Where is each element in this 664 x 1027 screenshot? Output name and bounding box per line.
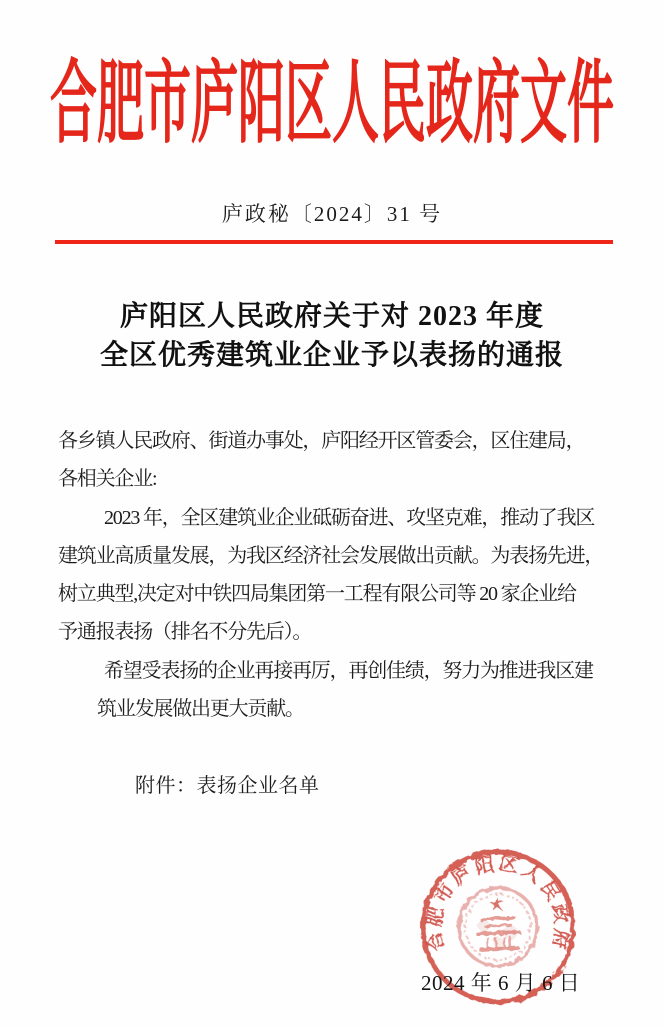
body-line: 希望受表扬的企业再接再厉，再创佳绩，努力为推进我区建	[104, 659, 593, 682]
salutation-line: 各乡镇人民政府、街道办事处，庐阳经开区管委会，区住建局，	[58, 430, 585, 452]
star-icon	[489, 896, 504, 910]
document-title-line2: 全区优秀建筑业企业予以表扬的通报	[99, 340, 564, 371]
seal-circular-text: 合肥市庐阳区人民政府	[424, 853, 572, 954]
document-title-line1: 庐阳区人民政府关于对 2023 年度	[119, 301, 544, 332]
doc-number: 庐政秘〔2024〕31 号	[221, 202, 443, 226]
body-line: 予通报表扬（排名不分先后）。	[58, 621, 312, 644]
attachment-note: 附件：表扬企业名单	[135, 775, 320, 797]
red-header-title: 合肥市庐阳区人民政府文件	[50, 55, 614, 155]
national-emblem-icon	[457, 886, 539, 968]
salutation-line: 各相关企业:	[58, 468, 157, 491]
document-title	[0, 297, 664, 375]
body-line: 2023 年，全区建筑业企业砥砺奋进、攻坚克难，推动了我区	[104, 506, 595, 529]
body-line: 筑业发展做出更大贡献。	[97, 698, 304, 721]
body-line: 树立典型,决定对中铁四局集团第一工程有限公司等 20 家企业给	[58, 583, 576, 606]
red-divider-line	[55, 240, 613, 244]
date-text: 2024 年 6 月 6 日	[421, 971, 581, 995]
body-line: 建筑业高质量发展，为我区经济社会发展做出贡献。为表扬先进，	[58, 544, 604, 567]
body-text	[58, 422, 604, 728]
